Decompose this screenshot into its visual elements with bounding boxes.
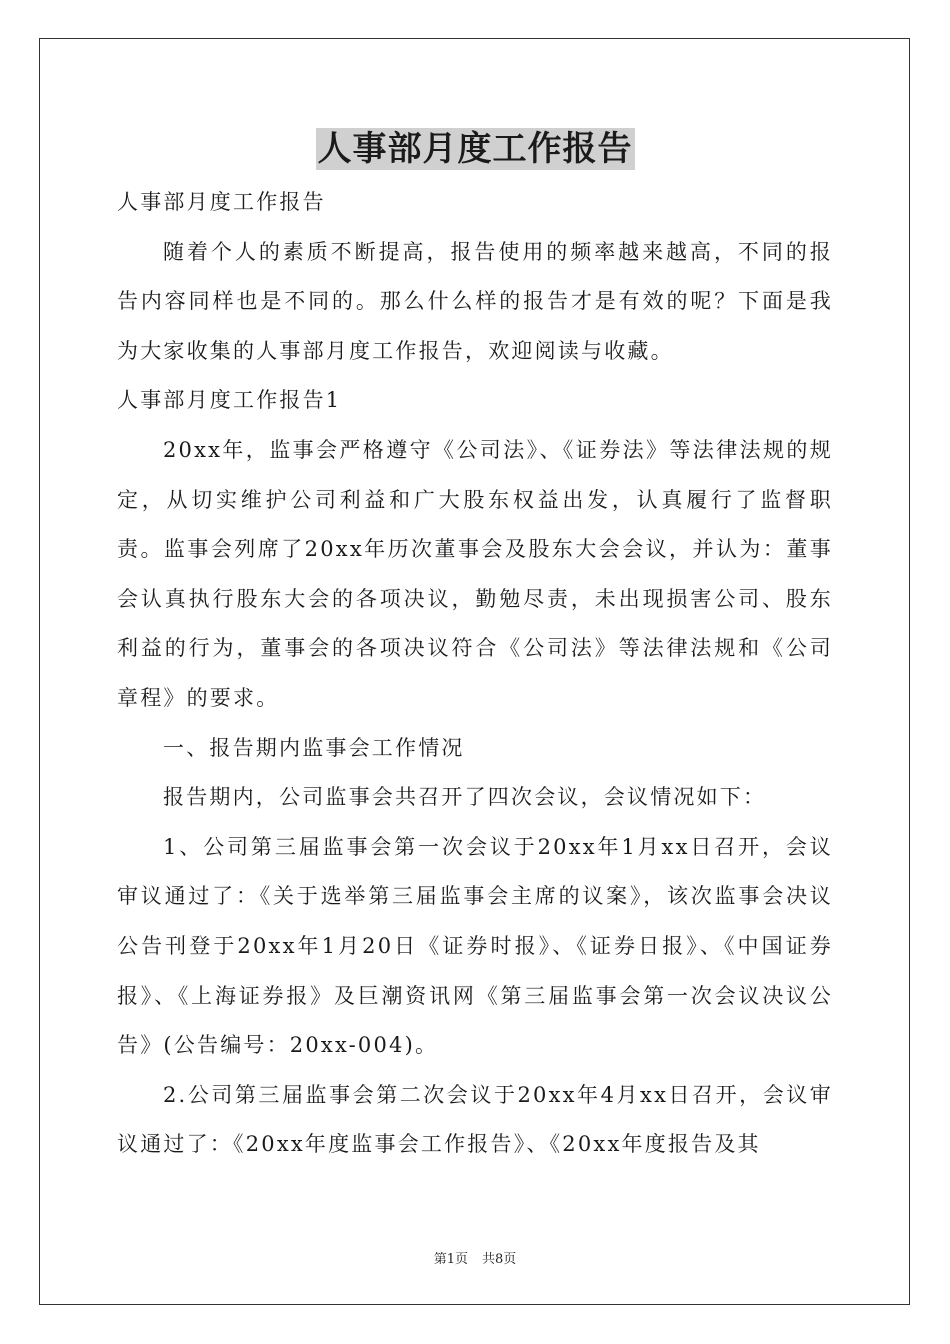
paragraph-3: 20xx年，监事会严格遵守《公司法》、《证券法》等法律法规的规定，从切实维护公司利益和广大股东权益出发，认真履行了监督职责。监事会列席了20xx年历次董事会及股东大会会议，并认为：董事会认真执行股东大会的各项决议，勤勉尽责，未出现损害公司、股东利益的行为，董事会的各项决议符合《公司法》等法律法规和《公司章程》的要求。 <box>117 437 833 710</box>
paragraph-0: 人事部月度工作报告 <box>117 190 326 214</box>
page-total: 共8页 <box>482 1252 517 1267</box>
page-number: 第1页 <box>433 1252 468 1267</box>
paragraph-5: 报告期内，公司监事会共召开了四次会议，会议情况如下： <box>163 785 767 810</box>
document-title: 人事部月度工作报告 <box>317 129 633 169</box>
page-footer <box>0 1248 950 1267</box>
paragraph-6: 1、公司第三届监事会第一次会议于20xx年1月xx日召开，会议审议通过了：《关于选举第三届监事会主席的议案》，该次监事会决议公告刊登于20xx年1月20日《证券时报》、《证券日报》、《中国证券报》、《上海证券报》及巨潮资讯网《第三届监事会第一次会议决议公告》(公告编号：20xx-004)。 <box>117 834 833 1058</box>
title-container <box>0 128 950 170</box>
document-body <box>117 178 833 1170</box>
paragraph-1: 随着个人的素质不断提高，报告使用的频率越来越高，不同的报告内容同样也是不同的。那么什么样的报告才是有效的呢？下面是我为大家收集的人事部月度工作报告，欢迎阅读与收藏。 <box>117 239 833 363</box>
paragraph-7: 2.公司第三届监事会第二次会议于20xx年4月xx日召开，会议审议通过了：《20xx年度监事会工作报告》、《20xx年度报告及其 <box>117 1082 833 1157</box>
paragraph-4: 一、报告期内监事会工作情况 <box>163 735 465 760</box>
paragraph-2: 人事部月度工作报告1 <box>117 388 342 413</box>
